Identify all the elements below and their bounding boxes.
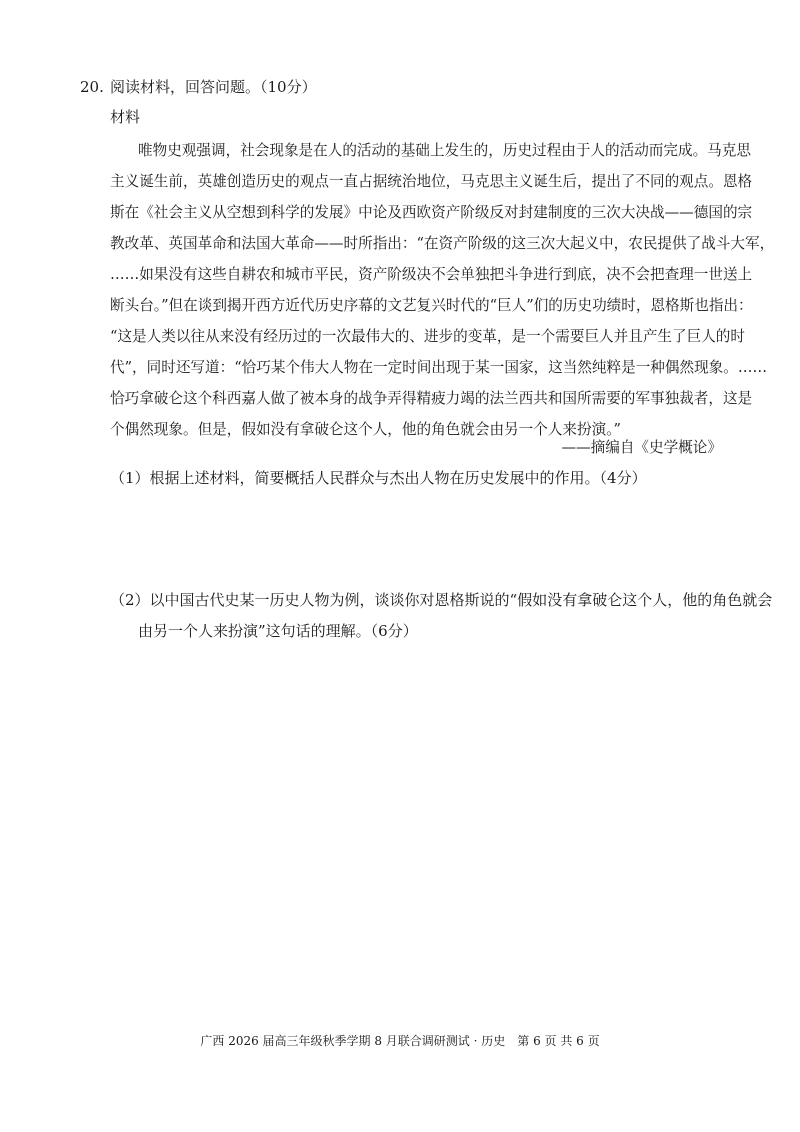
material-line: 主义诞生前，英雄创造历史的观点一直占据统治地位，马克思主义诞生后，提出了不同的观点。恩格 <box>110 173 753 190</box>
material-line: 斯在《社会主义从空想到科学的发展》中论及西欧资产阶级反对封建制度的三次大决战——德国的宗 <box>110 204 753 221</box>
material-source: ——摘编自《史学概论》 <box>561 439 722 456</box>
page-footer: 广西 2026 届高三年级秋季学期 8 月联合调研测试 · 历史 第 6 页 共 6 页 <box>200 1034 600 1048</box>
question-number: 20. <box>80 78 104 96</box>
material-line: 恰巧拿破仑这个科西嘉人做了被本身的战争弄得精疲力竭的法兰西共和国所需要的军事独裁者，这是 <box>110 390 753 407</box>
material-line: 代”，同时还写道：“恰巧某个伟大人物在一定时间出现于某一国家，这当然纯粹是一种偶然现象。…… <box>110 359 768 376</box>
question-title: 阅读材料，回答问题。（10分） <box>110 78 317 96</box>
material-line: ……如果没有这些自耕农和城市平民，资产阶级决不会单独把斗争进行到底，决不会把查理一世送上 <box>110 266 753 283</box>
material-label: 材料 <box>110 108 141 126</box>
material-line: “这是人类以往从来没有经历过的一次最伟大的、进步的变革，是一个需要巨人并且产生了巨人的时 <box>110 328 745 345</box>
material-text <box>110 135 775 445</box>
material-line: 断头台。”但在谈到揭开西方近代历史序幕的文艺复兴时代的“巨人”们的历史功绩时，恩格斯也指出： <box>110 297 753 314</box>
material-line: 教改革、英国革命和法国大革命——时所指出：“在资产阶级的这三次大起义中，农民提供了战斗大军， <box>110 235 775 252</box>
sub-question-1: （1）根据上述材料，简要概括人民群众与杰出人物在历史发展中的作用。（4分） <box>110 469 647 487</box>
material-line: 唯物史观强调，社会现象是在人的活动的基础上发生的，历史过程由于人的活动而完成。马克思 <box>138 142 751 159</box>
question-header <box>80 76 317 98</box>
sub-question-2: （2）以中国古代史某一历史人物为例，谈谈你对恩格斯说的“假如没有拿破仑这个人，他的角色就会 <box>110 591 773 609</box>
material-line: 个偶然现象。但是，假如没有拿破仑这个人，他的角色就会由另一个人来扮演。” <box>110 421 621 438</box>
sub-question-2-continued: 由另一个人来扮演”这句话的理解。（6分） <box>138 622 418 640</box>
